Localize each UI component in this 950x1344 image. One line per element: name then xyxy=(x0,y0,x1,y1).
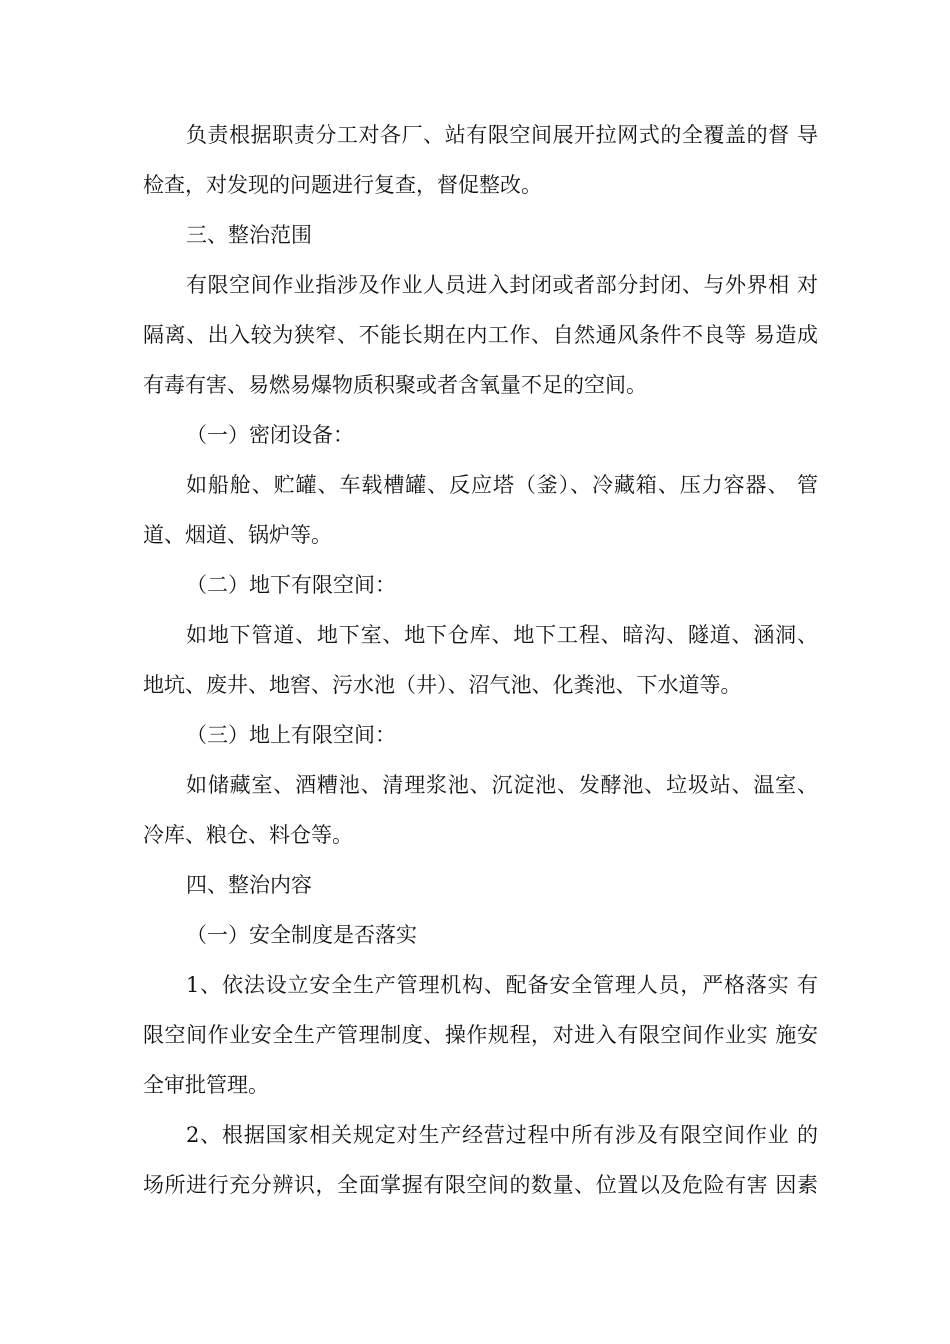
text-line: 道、烟道、锅炉等。 xyxy=(143,523,332,547)
text-line: 限空间作业安全生产管理制度、操作规程，对进入有限空间作业实 施安 xyxy=(143,1023,818,1047)
text-line: 1、依法设立安全生产管理机构、配备安全管理人员，严格落实 有 xyxy=(186,973,818,997)
section-heading: 四、整治内容 xyxy=(186,873,312,897)
subsection-heading: （三）地上有限空间： xyxy=(186,723,396,747)
text-line: 如船舱、贮罐、车载槽罐、反应塔（釜）、冷藏箱、压力容器、 管 xyxy=(186,473,818,497)
text-line: 全审批管理。 xyxy=(143,1073,269,1097)
text-line: 有毒有害、易燃易爆物质积聚或者含氧量不足的空间。 xyxy=(143,373,647,397)
subsection-heading: （一）安全制度是否落实 xyxy=(186,923,417,947)
text-line: 隔离、出入较为狭窄、不能长期在内工作、自然通风条件不良等 易造成 xyxy=(143,323,818,347)
subsection-heading: （二）地下有限空间： xyxy=(186,573,396,597)
text-line: 如储藏室、酒糟池、清理浆池、沉淀池、发酵池、垃圾站、温室、 xyxy=(186,773,818,797)
text-line: 检查，对发现的问题进行复查，督促整改。 xyxy=(143,173,542,197)
text-line: 负责根据职责分工对各厂、站有限空间展开拉网式的全覆盖的督 导 xyxy=(186,123,818,147)
text-line: 场所进行充分辨识，全面掌握有限空间的数量、位置以及危险有害 因素 xyxy=(143,1173,818,1197)
text-line: 如地下管道、地下室、地下仓库、地下工程、暗沟、隧道、涵洞、 xyxy=(186,623,818,647)
text-line: 有限空间作业指涉及作业人员进入封闭或者部分封闭、与外界相 对 xyxy=(186,273,818,297)
text-line: 2、根据国家相关规定对生产经营过程中所有涉及有限空间作业 的 xyxy=(186,1123,818,1147)
text-line: 地坑、废井、地窖、污水池（井）、沼气池、化粪池、下水道等。 xyxy=(143,673,742,697)
text-line: 冷库、粮仓、料仓等。 xyxy=(143,823,353,847)
section-heading: 三、整治范围 xyxy=(186,223,312,247)
subsection-heading: （一）密闭设备： xyxy=(186,423,354,447)
